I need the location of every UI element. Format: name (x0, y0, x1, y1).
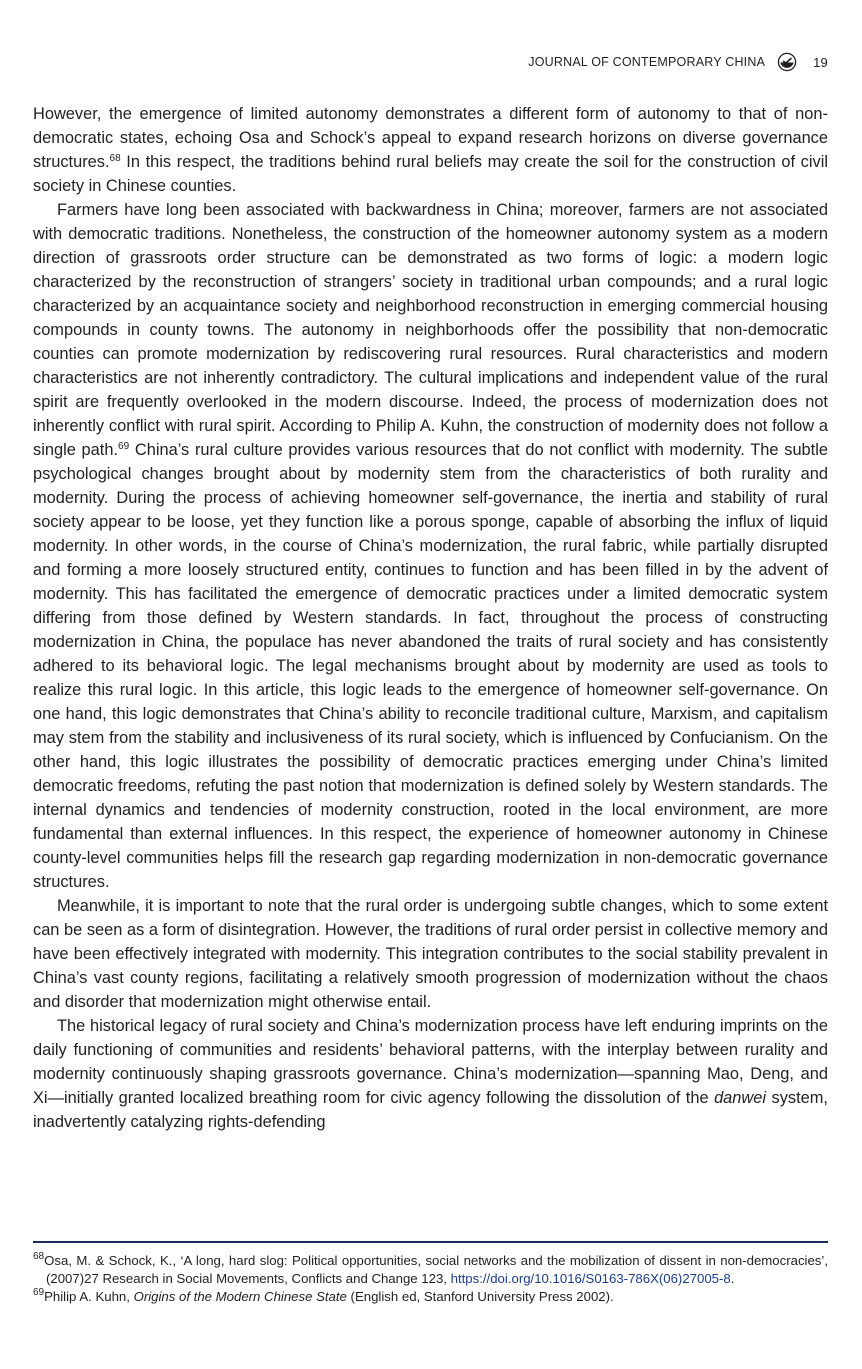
text-run: China’s rural culture provides various resources that do not conflict with modernity. The subtle psychological changes brought about by modernity stem from the characteristics of both rurality and modernity. During the process of achieving homeowner self-governance, the inertia and stability of rural society appear to be loose, yet they function like a porous sponge, capable of absorbing the influx of liquid modernity. In other words, in the course of China’s modernization, the rural fabric, while partially disrupted and forming a more loosely structured entity, continues to function and has been filled in by the advent of modernity. This has facilitated the emergence of democratic practices under a limited democratic system differing from those defined by Western standards. In fact, throughout the process of constructing modernization in China, the populace has never abandoned the traits of rural society and has consistently adhered to its behavioral logic. The legal mechanisms brought about by modernity are used as tools to realize this rural logic. In this article, this logic leads to the emergence of homeowner self-governance. On one hand, this logic demonstrates that China’s ability to reconcile traditional culture, Marxism, and capitalism may stem from the stability and inclusiveness of its rural society, which is influenced by Confucianism. On the other hand, this logic illustrates the possibility of democratic practices emerging under China’s limited democratic freedoms, refuting the past notion that modernization is defined solely by Western standards. The internal dynamics and tendencies of modernity construction, rooted in the local environment, are more fundamental than external influences. In this respect, the experience of homeowner autonomy in Chinese county-level communities helps fill the research gap regarding modernization in non-democratic governance structures. (33, 441, 828, 891)
footnote-rule (33, 1241, 828, 1243)
doi-link[interactable]: https://doi.org/10.1016/S0163-786X(06)27005-8 (450, 1271, 731, 1286)
text-run: In this respect, the traditions behind rural beliefs may create the soil for the construction of civil society in Chinese counties. (33, 153, 828, 195)
footnotes (33, 1252, 828, 1306)
italic-term: danwei (714, 1089, 767, 1107)
page-number: 19 (813, 54, 828, 70)
body-text (33, 102, 828, 1134)
text-run: Philip A. Kuhn, (44, 1289, 134, 1304)
footnote-ref-68[interactable]: 68 (109, 153, 121, 164)
journal-title: JOURNAL OF CONTEMPORARY CHINA (528, 55, 766, 69)
text-run: Meanwhile, it is important to note that the rural order is undergoing subtle changes, which to some extent can be seen as a form of disintegration. However, the traditions of rural order persist in collective memory and have been effectively integrated with modernity. This integration contributes to the social stability prevalent in China’s vast county regions, facilitating a relatively smooth progression of modernization without the chaos and disorder that modernization might otherwise entail. (33, 897, 828, 1011)
text-run: Farmers have long been associated with backwardness in China; moreover, farmers are not associated with democratic traditions. Nonetheless, the construction of the homeowner autonomy system as a modern direction of grassroots order structure can be demonstrated as two forms of logic: a modern logic characterized by the reconstruction of strangers’ society in traditional urban compounds; and a rural logic characterized by an acquaintance society and neighborhood reconstruction in emerging commercial housing compounds in county towns. The autonomy in neighborhoods offer the possibility that non-democratic counties can promote modernization by rediscovering rural resources. Rural characteristics and modern characteristics are not inherently contradictory. The cultural implications and independent value of the rural spirit are frequently overlooked in the modern discourse. Indeed, the process of modernization does not inherently conflict with rural spirit. According to Philip A. Kuhn, the construction of modernity does not follow a single path. (33, 201, 828, 459)
paragraph (33, 102, 828, 198)
paragraph (33, 894, 828, 1014)
footnote (33, 1252, 828, 1288)
footnote (33, 1288, 828, 1306)
paragraph (33, 1014, 828, 1134)
footnote-ref-69[interactable]: 69 (118, 441, 130, 452)
footnote-number: 69 (33, 1287, 45, 1298)
running-head (528, 52, 828, 72)
text-run: system, inadvertently catalyzing rights-defending (33, 1089, 828, 1131)
text-run: However, the emergence of limited autonomy demonstrates a different form of autonomy to that of non-democratic states, echoing Osa and Schock’s appeal to expand research horizons on diverse governance structures. (33, 105, 828, 171)
paragraph (33, 198, 828, 894)
text-run: . (730, 1271, 735, 1286)
text-run: Osa, M. & Schock, K., ‘A long, hard slog: Political opportunities, social networks and the mobilization of dissent in non-democracies’, (2007)27 Research in Social Movements, Conflicts and Change 123, (44, 1253, 828, 1286)
footnote-number: 68 (33, 1251, 45, 1262)
text-run: (English ed, Stanford University Press 2002). (346, 1289, 614, 1304)
italic-term: Origins of the Modern Chinese State (133, 1289, 347, 1304)
crossref-check-icon[interactable] (777, 52, 797, 72)
text-run: The historical legacy of rural society and China’s modernization process have left enduring imprints on the daily functioning of communities and residents’ behavioral patterns, with the interplay between rurality and modernity continuously shaping grassroots governance. China’s modernization—spanning Mao, Deng, and Xi—initially granted localized breathing room for civic agency following the dissolution of the (33, 1017, 828, 1107)
